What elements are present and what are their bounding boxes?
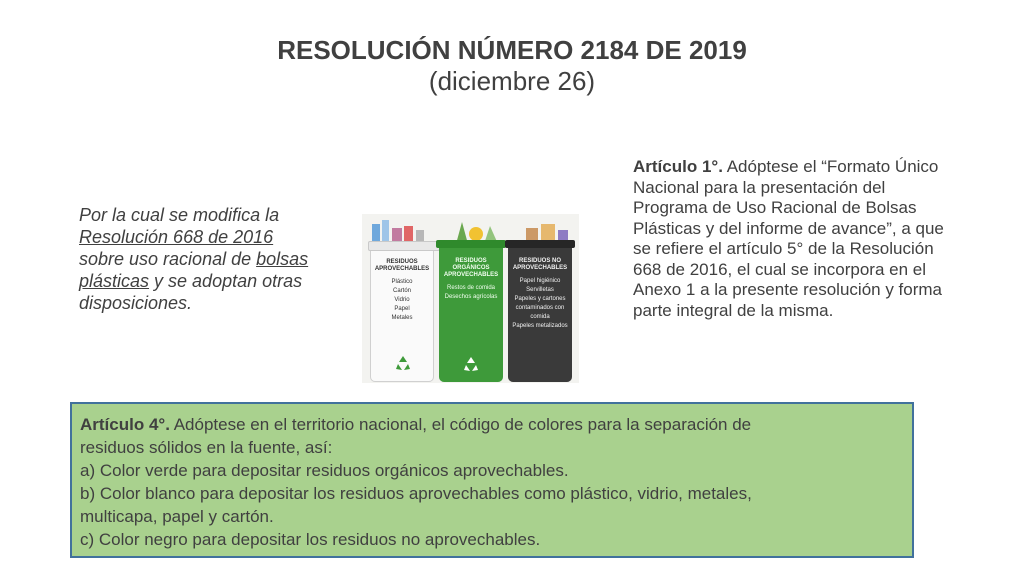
articulo-4-intro: Adóptese en el territorio nacional, el código de colores para la separación de [169, 415, 752, 434]
bin-item: Plástico [391, 279, 413, 285]
bin-item: Servilletas [526, 287, 554, 293]
articulo-4-item-b: b) Color blanco para depositar los residuos aprovechables como plástico, vidrio, metales, [80, 484, 752, 503]
page-title [0, 34, 1024, 96]
bin-items [508, 277, 572, 331]
bin-item: Cartón [392, 288, 411, 294]
bin-lid [368, 241, 440, 251]
black-bin [508, 244, 572, 382]
articulo-4-item-b-cont: multicapa, papel y cartón. [80, 507, 274, 526]
summary-text-3: y se adoptan otras disposiciones. [79, 271, 303, 313]
resolution-summary [79, 204, 319, 314]
resolution-title: RESOLUCIÓN NÚMERO 2184 DE 2019 [277, 35, 747, 65]
articulo-4-label: Artículo 4°. [80, 415, 170, 434]
bin-category: RESIDUOS ORGÁNICOS APROVECHABLES [443, 258, 499, 278]
articulo-4-box [70, 402, 914, 558]
resolution-date: (diciembre 26) [428, 66, 596, 96]
bin-item: Papeles metalizados [512, 323, 568, 329]
bin-category: RESIDUOS APROVECHABLES [374, 259, 430, 272]
waste-bins-image [362, 214, 579, 383]
bin-item: Restos de comida [446, 285, 496, 291]
bin-item: Metales [391, 315, 413, 321]
summary-link-resolution: Resolución 668 de 2016 [79, 227, 274, 247]
summary-link-bags: bolsas plásticas [79, 249, 309, 291]
articulo-1 [633, 157, 953, 321]
bin-items [439, 284, 503, 302]
recycle-icon [463, 356, 479, 372]
bin-items [371, 278, 433, 323]
bin-category: RESIDUOS NO APROVECHABLES [512, 258, 568, 271]
articulo-1-text: Adóptese el “Formato Único Nacional para la presentación del Programa de Uso Racional de Bolsas Plásticas y del informe de avance”, a que se refiere el artículo 5° de la Resolución 668 de 2016, el cual se incorpora en el Anexo 1 a la presente resolución y forma parte integral de la misma. [633, 157, 944, 320]
summary-text-2: sobre uso racional de [79, 249, 257, 269]
bin-item: Desechos agrícolas [444, 294, 498, 300]
articulo-4-item-a: a) Color verde para depositar residuos orgánicos aprovechables. [80, 461, 569, 480]
summary-text-1: Por la cual se modifica la [79, 205, 280, 225]
bin-item: Vidrio [394, 297, 410, 303]
bin-item: Papel [394, 306, 410, 312]
white-bin [370, 244, 434, 382]
articulo-4-line [80, 413, 904, 436]
bin-item: Papeles y cartones contaminados con comida [514, 296, 566, 320]
articulo-4-line: residuos sólidos en la fuente, así: [80, 438, 333, 457]
recycle-icon [395, 355, 411, 371]
articulo-4-item-c: c) Color negro para depositar los residuos no aprovechables. [80, 530, 541, 549]
green-bin [439, 244, 503, 382]
bin-lid [505, 240, 575, 248]
bin-item: Papel higiénico [519, 278, 561, 284]
bin-lid [436, 240, 506, 248]
articulo-1-label: Artículo 1°. [633, 157, 723, 176]
